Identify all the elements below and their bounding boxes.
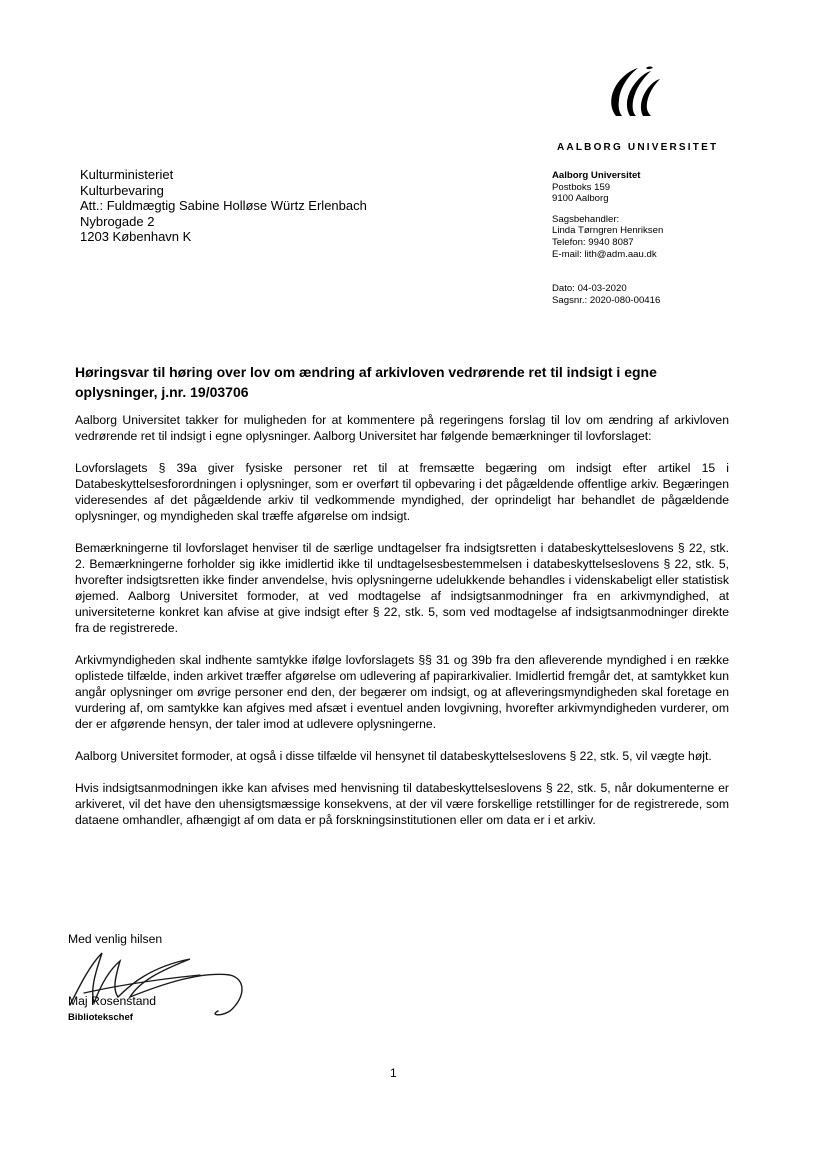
signer-title: Bibliotekschef xyxy=(68,1012,133,1023)
recipient-line: Att.: Fuldmægtig Sabine Holløse Würtz Erlenbach xyxy=(80,198,367,213)
recipient-line: Kulturministeriet xyxy=(80,167,174,182)
body-paragraph: Aalborg Universitet takker for muligheden for at kommentere på regeringens forslag til lov om ændring af arkivloven vedrørende ret til indsigt i egne oplysninger. Aalborg Universitet har følgende bemærkninger til lovforslaget: xyxy=(75,413,729,443)
body-paragraph: Hvis indsigtsanmodningen ikke kan afvises med henvisning til databeskyttelseslovens § 22, stk. 5, når dokumenterne er arkiveret, vil det have den uhensigtsmæssige konsekvens, at der vil være forskellige retstillinger for de registrerede, som dataene omhandler, afhængigt af om data er på forskningsinstitutionen eller om data er i et arkiv. xyxy=(75,781,729,827)
letter-title: Høringsvar til høring over lov om ændring af arkivloven vedrørende ret til indsigt i egne oplysninger, j.nr. 19/03706 xyxy=(75,364,657,400)
body-paragraph: Arkivmyndigheden skal indhente samtykke ifølge lovforslagets §§ 31 og 39b fra den afleverende myndighed i en række oplistede tilfælde, inden arkivet træffer afgørelse om udlevering af papirarkivalier. Imidlertid fremgår det, at samtykket kun angår oplysninger om øvrige personer end den, der begærer om indsigt, og at afleveringsmyndigheden skal foretage en vurdering af, om samtykke kan afgives med afsæt i eventuel anden lovgivning, hvorefter arkivmyndigheden vurderer, om der er afgørende hensyn, der taler imod at udlevere oplysningerne. xyxy=(75,653,729,731)
sender-name: Aalborg Universitet xyxy=(552,170,641,181)
sender-city: 9100 Aalborg xyxy=(552,193,609,205)
sender-postbox: Postboks 159 xyxy=(552,181,611,193)
letter-date: Dato: 04-03-2020 xyxy=(552,283,627,295)
recipient-line: Nybrogade 2 xyxy=(80,213,155,229)
letter-body xyxy=(75,412,729,844)
university-name: AALBORG UNIVERSITET xyxy=(557,142,719,153)
sender-info xyxy=(552,170,663,306)
sender-phone: Telefon: 9940 8087 xyxy=(552,236,634,248)
caseworker-name: Linda Tørngren Henriksen xyxy=(552,225,664,237)
handwritten-signature xyxy=(60,945,250,1020)
closing-greeting: Med venlig hilsen xyxy=(68,932,163,946)
recipient-line: Kulturbevaring xyxy=(80,182,164,198)
signer-name: Maj Rosenstand xyxy=(68,994,157,1008)
case-number: Sagsnr.: 2020-080-00416 xyxy=(552,294,661,306)
recipient-line: 1203 København K xyxy=(80,229,192,244)
body-paragraph: Bemærkningerne til lovforslaget henviser til de særlige undtagelser fra indsigtsretten i databeskyttelseslovens § 22, stk. 2. Bemærkningerne forholder sig ikke imidlertid ikke til undtagelsesbestemmelsen i databeskyttelseslovens § 22, stk. 5, hvorefter indsigtsretten ikke finder anvendelse, hvis oplysningerne udelukkende behandles i videnskabeligt eller statistisk øjemed. Aalborg Universitet formoder, at ved modtagelse af indsigtsanmodninger fra en arkivmyndighed, at universiteterne konkret kan afvise at give indsigt efter § 22, stk. 5, som ved modtagelse af indsigtsanmodninger direkte fra de registrerede. xyxy=(75,541,729,635)
recipient-address xyxy=(80,167,367,245)
page-number: 1 xyxy=(390,1066,397,1080)
caseworker-label: Sagsbehandler: xyxy=(552,213,620,225)
aau-logo-icon xyxy=(602,66,664,116)
body-paragraph: Lovforslagets § 39a giver fysiske personer ret til at fremsætte begæring om indsigt efter artikel 15 i Databeskyttelsesforordningen i oplysninger, som er overført til opbevaring i det pågældende offentlige arkiv. Begæringen videresendes af det pågældende arkiv til vedkommende myndighed, der oprindeligt har behandlet de pågældende oplysninger, og myndigheden skal træffe afgørelse om indsigt. xyxy=(75,461,729,523)
body-paragraph: Aalborg Universitet formoder, at også i disse tilfælde vil hensynet til databeskyttelseslovens § 22, stk. 5, vil vægte højt. xyxy=(75,749,712,763)
sender-email: E-mail: lith@adm.aau.dk xyxy=(552,248,657,260)
